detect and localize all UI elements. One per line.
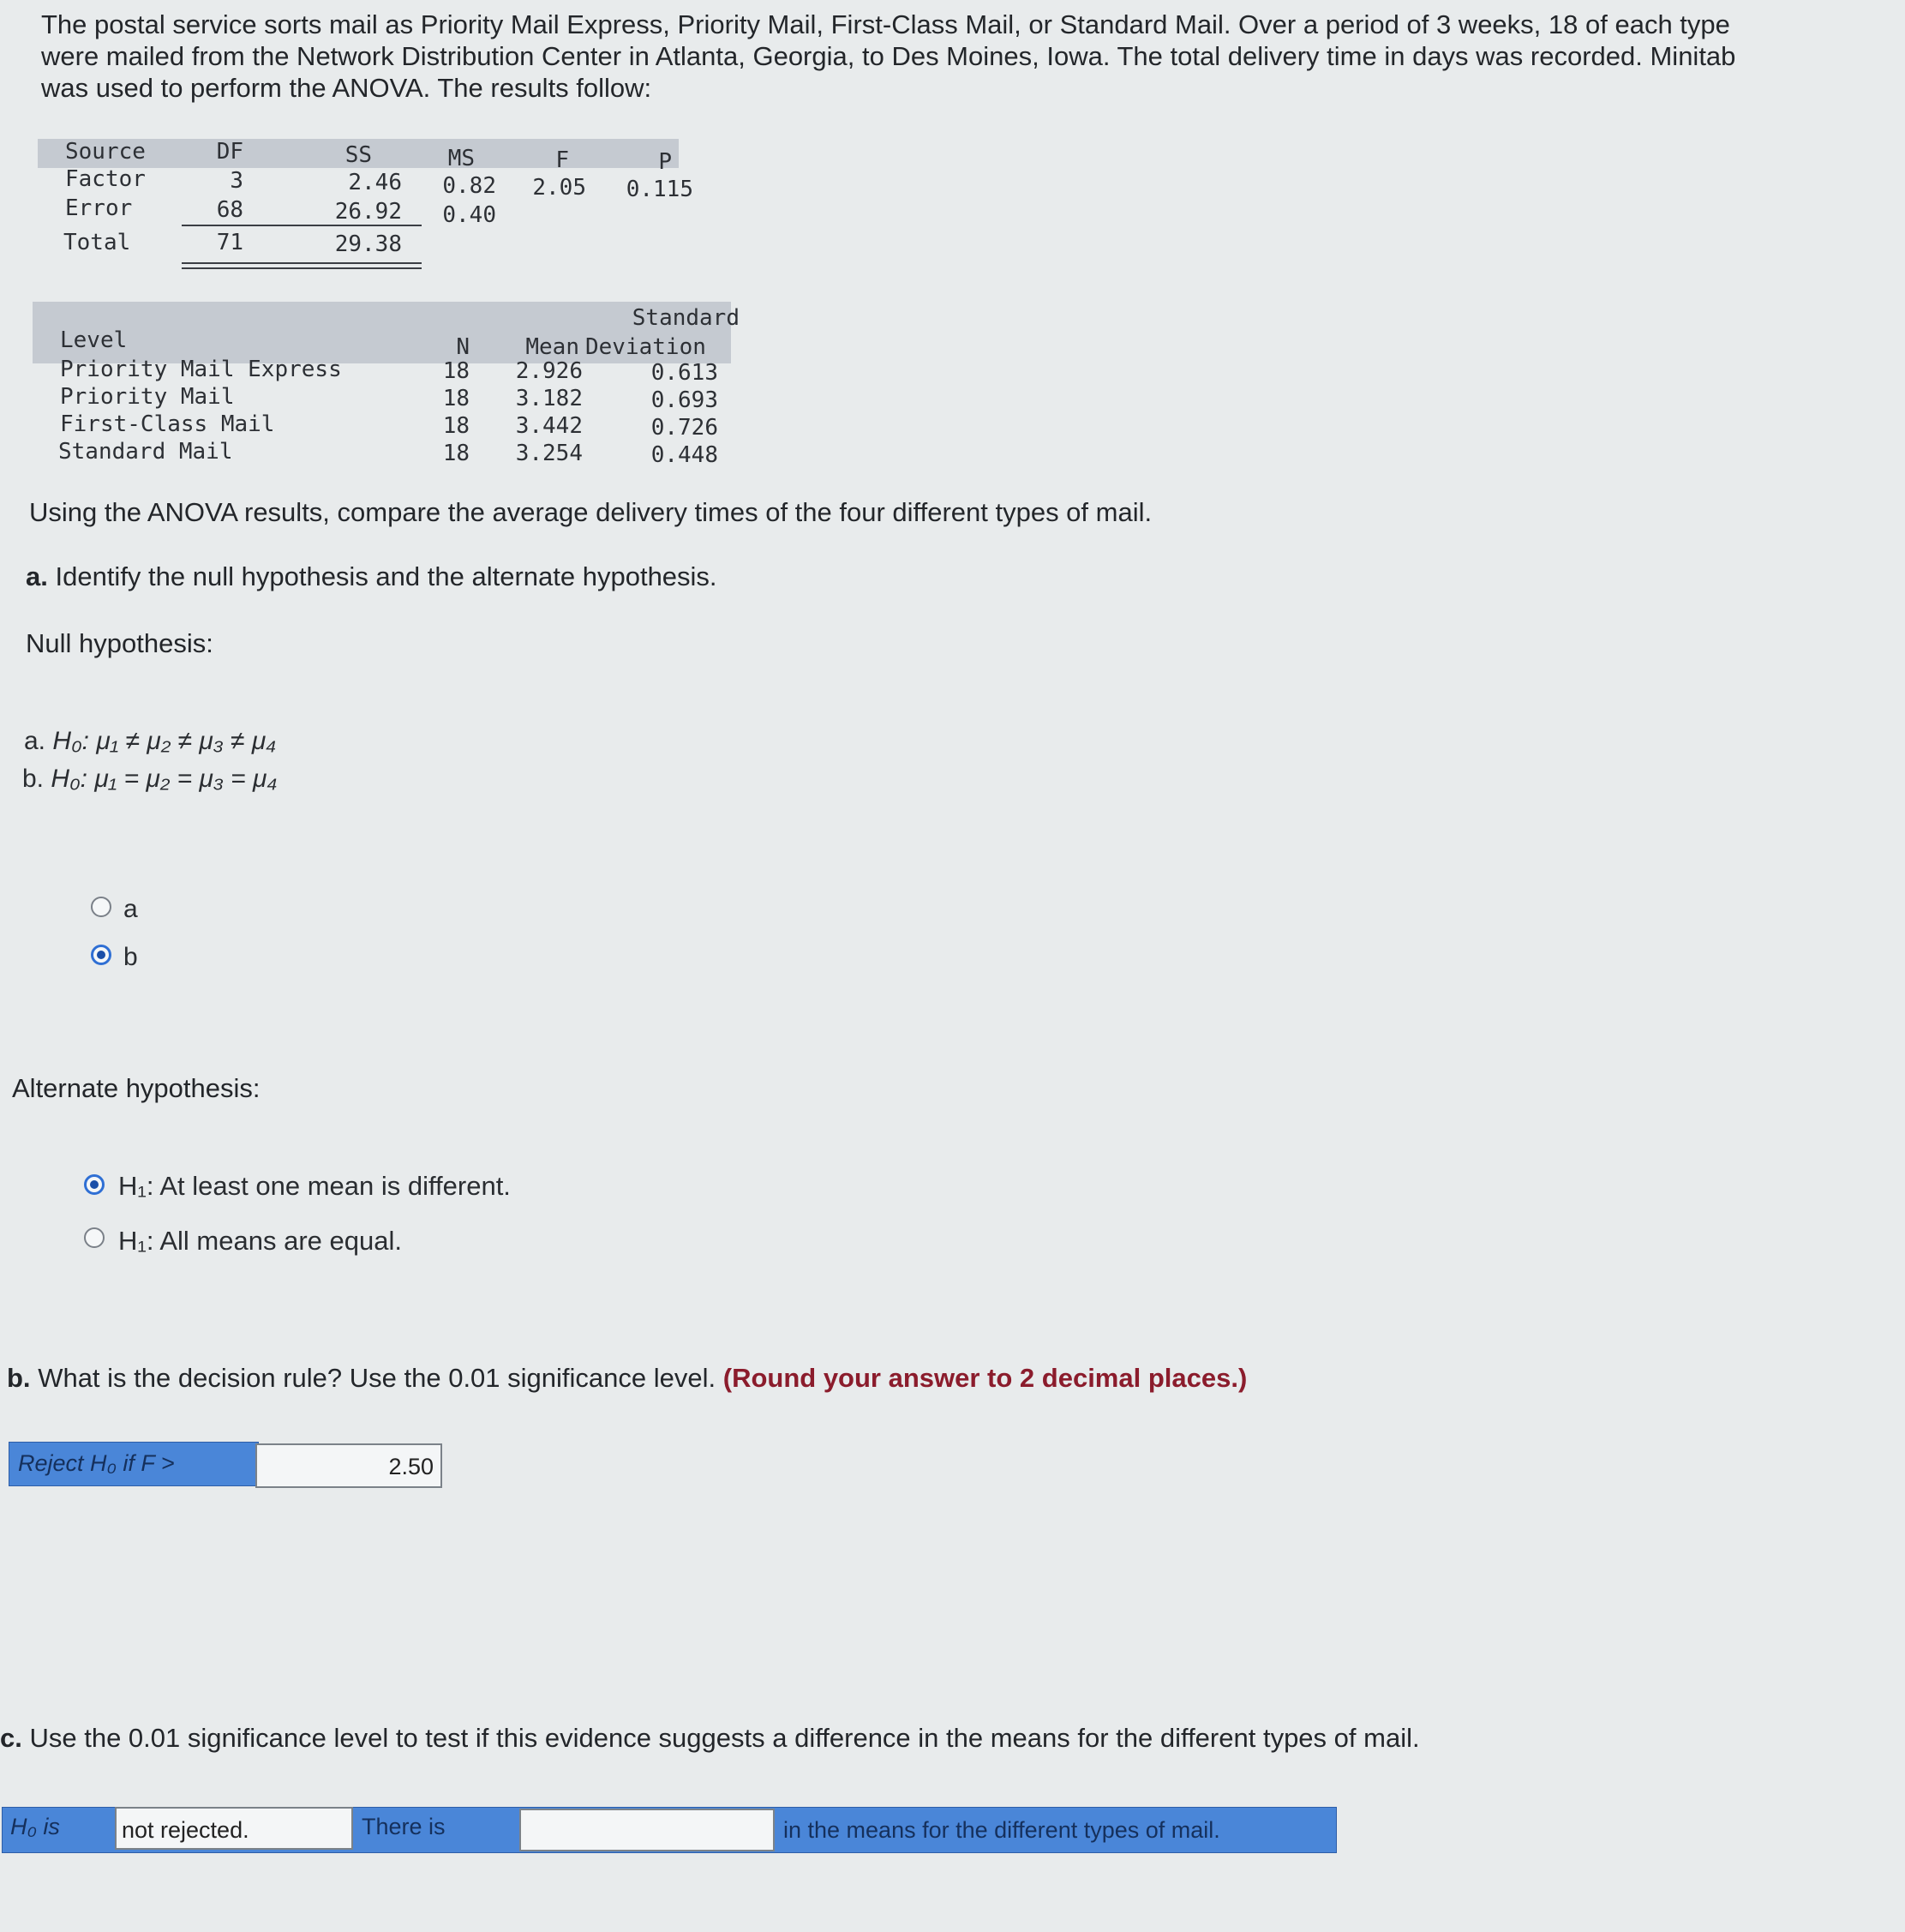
desc-row-3-n: 18 bbox=[442, 413, 470, 439]
desc-row-4-n: 18 bbox=[442, 441, 470, 466]
anova-row-error-df: 68 bbox=[216, 197, 243, 223]
null-hypothesis-label: Null hypothesis: bbox=[26, 628, 213, 658]
anova-row-factor-p: 0.115 bbox=[626, 177, 693, 202]
anova-row-factor-source: Factor bbox=[65, 166, 146, 192]
alt-choice-1-label[interactable]: H₁: At least one mean is different. bbox=[118, 1171, 511, 1201]
part-c-label: c. bbox=[0, 1723, 22, 1753]
conclusion-tail-text: in the means for the different types of mail. bbox=[783, 1817, 1220, 1843]
anova-total-rule-1 bbox=[182, 262, 422, 264]
part-b-text: What is the decision rule? Use the 0.01 significance level. bbox=[38, 1363, 716, 1393]
decision-rule-label-box bbox=[9, 1442, 259, 1486]
desc-row-2-mean: 3.182 bbox=[515, 386, 583, 411]
anova-header-ms: MS bbox=[447, 146, 475, 171]
desc-header-mean: Mean bbox=[525, 334, 579, 360]
anova-header-f: F bbox=[555, 147, 569, 173]
anova-subtotal-rule bbox=[182, 225, 422, 226]
alt-choice-1-radio[interactable] bbox=[84, 1174, 105, 1195]
desc-row-2-sd: 0.693 bbox=[650, 387, 718, 413]
null-choice-a-radio[interactable] bbox=[91, 897, 111, 917]
desc-row-1-n: 18 bbox=[442, 358, 470, 384]
alt-choice-2-label[interactable]: H₁: All means are equal. bbox=[118, 1226, 402, 1256]
anova-row-total-ss: 29.38 bbox=[334, 231, 402, 257]
desc-row-3-level: First-Class Mail bbox=[60, 411, 275, 437]
null-option-a-text: H₀: μ₁ ≠ μ₂ ≠ μ₃ ≠ μ₄ bbox=[52, 727, 277, 755]
alternate-hypothesis-label: Alternate hypothesis: bbox=[12, 1073, 261, 1103]
alt-choice-2-radio[interactable] bbox=[84, 1227, 105, 1248]
anova-row-error-ss: 26.92 bbox=[334, 199, 402, 225]
desc-row-1-mean: 2.926 bbox=[515, 358, 583, 384]
null-choice-a-label[interactable]: a bbox=[123, 895, 138, 923]
part-a-label: a. bbox=[26, 561, 48, 591]
desc-header-n: N bbox=[456, 334, 470, 360]
part-a-prompt bbox=[26, 561, 717, 592]
anova-row-factor-ms: 0.82 bbox=[442, 173, 496, 199]
anova-table bbox=[38, 139, 693, 274]
desc-header-level: Level bbox=[60, 327, 128, 353]
null-choice-b-radio[interactable] bbox=[91, 945, 111, 965]
anova-row-total-source: Total bbox=[63, 230, 131, 255]
decision-rule-label: Reject H₀ if F > bbox=[18, 1450, 175, 1476]
desc-row-3-mean: 3.442 bbox=[515, 413, 583, 439]
anova-row-factor-ss: 2.46 bbox=[348, 170, 402, 195]
h0-decision-value: not rejected. bbox=[122, 1817, 249, 1843]
part-b-instruction: (Round your answer to 2 decimal places.) bbox=[722, 1363, 1248, 1393]
part-b-label: b. bbox=[7, 1363, 31, 1393]
part-a-text: Identify the null hypothesis and the alternate hypothesis. bbox=[55, 561, 717, 591]
null-option-a bbox=[24, 727, 276, 756]
anova-row-factor-df: 3 bbox=[230, 168, 243, 194]
desc-row-4-mean: 3.254 bbox=[515, 441, 583, 466]
part-b-prompt bbox=[7, 1363, 1247, 1394]
null-option-a-prefix: a. bbox=[24, 727, 46, 755]
anova-header-ss: SS bbox=[344, 142, 372, 168]
null-choice-b-label[interactable]: b bbox=[123, 943, 138, 971]
there-is-select[interactable] bbox=[519, 1809, 775, 1851]
desc-row-4-sd: 0.448 bbox=[650, 442, 718, 468]
problem-intro: The postal service sorts mail as Priority Mail Express, Priority Mail, First-Class Mail, or Standard Mail. Over a period of 3 weeks, 18 of each type were mailed from the Network Distribution Center in Atlanta, Georgia, to Des Moines, Iowa. The total delivery time in days was recorded. Minitab was used to perform the ANOVA. The results follow: bbox=[41, 9, 1736, 103]
desc-row-1-level: Priority Mail Express bbox=[60, 357, 342, 382]
null-option-b bbox=[22, 765, 278, 794]
decision-rule-value: 2.50 bbox=[388, 1454, 434, 1479]
null-option-b-text: H₀: μ₁ = μ₂ = μ₃ = μ₄ bbox=[51, 765, 278, 793]
desc-row-2-level: Priority Mail bbox=[60, 384, 235, 410]
question-text: Using the ANOVA results, compare the average delivery times of the four different types of mail. bbox=[29, 497, 1153, 527]
desc-row-3-sd: 0.726 bbox=[650, 415, 718, 441]
descriptive-table bbox=[33, 302, 740, 470]
desc-row-2-n: 18 bbox=[442, 386, 470, 411]
anova-row-factor-f: 2.05 bbox=[532, 175, 586, 201]
desc-row-4-level: Standard Mail bbox=[58, 439, 233, 465]
desc-header-sd-line1: Standard bbox=[632, 305, 740, 331]
h0-decision-select[interactable] bbox=[115, 1807, 353, 1850]
h0-is-label: H₀ is bbox=[10, 1814, 60, 1839]
anova-row-error-ms: 0.40 bbox=[442, 202, 496, 228]
part-c-prompt bbox=[0, 1723, 1420, 1754]
null-option-b-prefix: b. bbox=[22, 765, 45, 793]
anova-header-p: P bbox=[658, 149, 672, 175]
part-c-text: Use the 0.01 significance level to test if this evidence suggests a difference in the means for the different types of mail. bbox=[29, 1723, 1420, 1753]
desc-row-1-sd: 0.613 bbox=[650, 360, 718, 386]
anova-row-error-source: Error bbox=[65, 195, 133, 221]
there-is-label: There is bbox=[362, 1814, 446, 1839]
anova-header-df: DF bbox=[216, 139, 243, 165]
anova-row-total-df: 71 bbox=[216, 230, 243, 255]
anova-total-rule-2 bbox=[182, 267, 422, 269]
anova-header-source: Source bbox=[65, 139, 146, 165]
decision-rule-input[interactable] bbox=[255, 1443, 442, 1488]
desc-header-sd-line2: Deviation bbox=[585, 334, 706, 360]
